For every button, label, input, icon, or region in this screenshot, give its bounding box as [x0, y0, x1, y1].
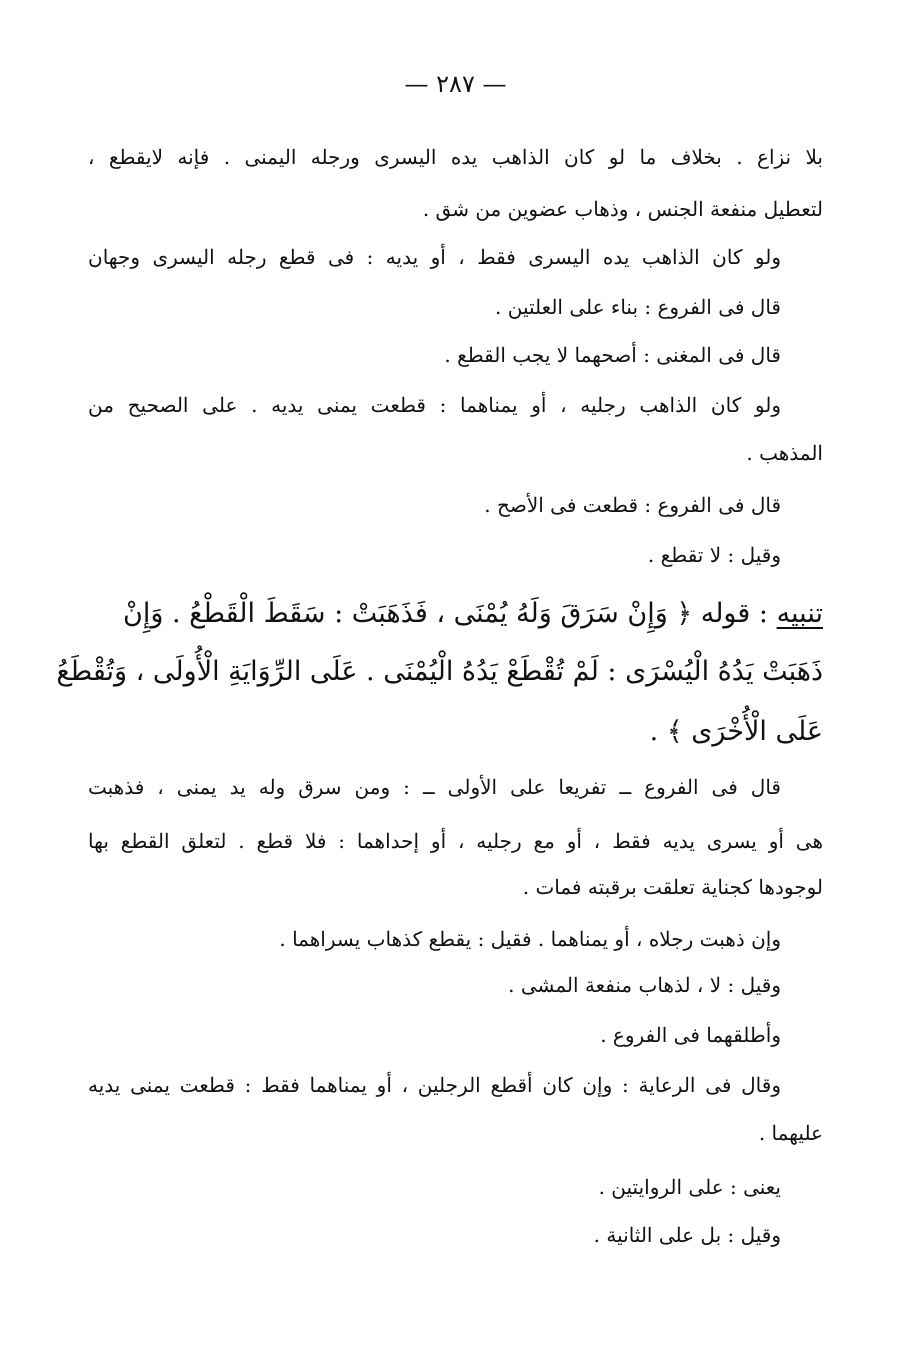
text-line-10: قال فى الفروع ــ تفريعا على الأولى ــ : ومن سرق وله يد يمنى ، فذهبت [88, 775, 781, 799]
tanbih-line-1 [88, 594, 823, 634]
text-line-18: يعنى : على الروايتين . [598, 1175, 781, 1199]
text-line-16: وقال فى الرعاية : وإن كان أقطع الرجلين ، أو يمناهما فقط : قطعت يمنى يديه [88, 1073, 781, 1097]
tanbih-line-2: ذَهَبَتْ يَدُهُ الْيُسْرَى : لَمْ تُقْطَعْ يَدُهُ الْيُمْنَى . عَلَى الرِّوَايَةِ الْأُولَى ، وَتُقْطَعُ [56, 656, 823, 687]
text-line-7: المذهب . [746, 441, 823, 465]
tanbih-label: تنبيه [776, 598, 823, 629]
text-line-19: وقيل : بل على الثانية . [593, 1223, 781, 1247]
text-line-15: وأطلقهما فى الفروع . [600, 1023, 781, 1047]
text-line-5: قال فى المغنى : أصحهما لا يجب القطع . [444, 343, 781, 367]
text-line-13: وإن ذهبت رجلاه ، أو يمناهما . فقيل : يقطع كذهاب يسراهما . [279, 927, 781, 951]
text-line-11: هى أو يسرى يديه فقط ، أو مع رجليه ، أو إحداهما : فلا قطع . لتعلق القطع بها [88, 829, 823, 853]
text-line-2: لتعطيل منفعة الجنس ، وذهاب عضوين من شق . [422, 197, 823, 221]
text-line-14: وقيل : لا ، لذهاب منفعة المشى . [508, 973, 781, 997]
text-line-3: ولو كان الذاهب يده اليسرى فقط ، أو يديه : فى قطع رجله اليسرى وجهان [88, 245, 781, 269]
tanbih-text-1: : قوله ﴿ وَإِنْ سَرَقَ وَلَهُ يُمْنَى ، فَذَهَبَتْ : سَقَطَ الْقَطْعُ . وَإِنْ [123, 598, 768, 629]
text-line-4: قال فى الفروع : بناء على العلتين . [495, 295, 781, 319]
text-line-12: لوجودها كجناية تعلقت برقبته فمات . [522, 875, 823, 899]
text-line-8: قال فى الفروع : قطعت فى الأصح . [484, 493, 781, 517]
text-line-17: عليهما . [758, 1121, 823, 1145]
tanbih-line-3: عَلَى الْأُخْرَى ﴾ . [649, 716, 823, 747]
text-line-1: بلا نزاع . بخلاف ما لو كان الذاهب يده اليسرى ورجله اليمنى . فإنه لايقطع ، [88, 145, 823, 169]
text-line-9: وقيل : لا تقطع . [647, 543, 781, 567]
text-line-6: ولو كان الذاهب رجليه ، أو يمناهما : قطعت يمنى يديه . على الصحيح من [88, 393, 781, 417]
page-number: — ٢٨٧ — [404, 70, 507, 98]
